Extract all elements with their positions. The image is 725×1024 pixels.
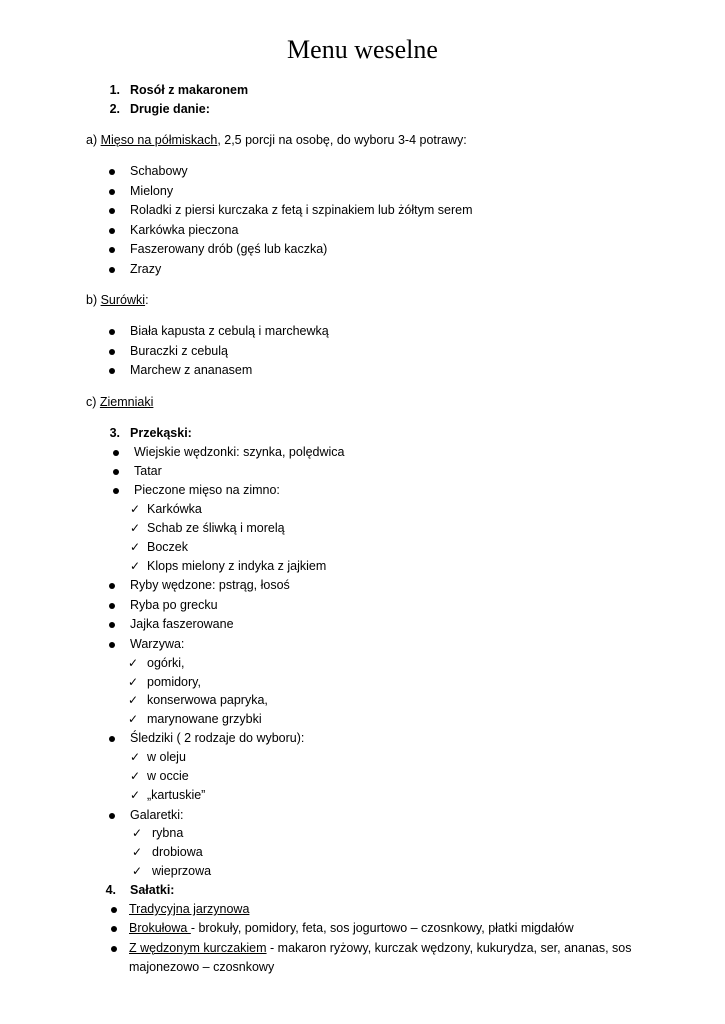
bullet-icon <box>109 583 115 589</box>
bullet-icon <box>113 469 119 475</box>
bullet-icon <box>109 622 115 628</box>
list-item: Roladki z piersi kurczaka z fetą i szpinakiem lub żółtym serem <box>130 203 473 217</box>
sub-list-item: Boczek <box>147 540 188 554</box>
bullet-icon <box>109 349 115 355</box>
bullet-icon <box>109 228 115 234</box>
page-title: Menu weselne <box>287 35 438 64</box>
sub-list-item: Klops mielony z indyka z jajkiem <box>147 559 327 573</box>
checkmark-icon: ✓ <box>130 788 141 802</box>
checkmark-icon: ✓ <box>130 521 141 535</box>
bullet-icon <box>109 208 115 214</box>
checkmark-icon: ✓ <box>128 712 139 726</box>
list-item: Tatar <box>134 464 162 478</box>
salad-name: Brokułowa <box>129 921 191 935</box>
item-number: 4. <box>105 883 116 897</box>
bullet-icon <box>109 267 115 273</box>
list-item: Karkówka pieczona <box>130 223 239 237</box>
bullet-icon <box>109 736 115 742</box>
bullet-icon <box>109 813 115 819</box>
list-item: Galaretki: <box>130 808 184 822</box>
checkmark-icon: ✓ <box>128 693 139 707</box>
sub-list-item: rybna <box>152 826 184 840</box>
salad-description: - makaron ryżowy, kurczak wędzony, kukurydza, ser, ananas, sos <box>266 941 632 955</box>
section-c-prefix: c) <box>86 395 100 409</box>
checkmark-icon: ✓ <box>130 540 141 554</box>
menu-item-appetizers: Przekąski: <box>130 426 192 440</box>
list-item: Marchew z ananasem <box>130 363 253 377</box>
list-item <box>129 920 574 937</box>
list-item: Śledziki ( 2 rodzaje do wyboru): <box>130 731 305 745</box>
list-item: Warzywa: <box>130 637 185 651</box>
bullet-icon <box>113 488 119 494</box>
checkmark-icon: ✓ <box>132 826 143 840</box>
bullet-icon <box>111 946 117 952</box>
list-item-continuation: majonezowo – czosnkowy <box>129 960 275 974</box>
checkmark-icon: ✓ <box>132 845 143 859</box>
list-item: Wiejskie wędzonki: szynka, polędwica <box>134 445 345 459</box>
list-item: Mielony <box>130 184 174 198</box>
bullet-icon <box>109 603 115 609</box>
section-b-link: Surówki <box>100 293 146 307</box>
section-a-prefix: a) <box>86 133 101 147</box>
sub-list-item: ogórki, <box>147 656 185 670</box>
item-number: 3. <box>109 426 120 440</box>
bullet-icon <box>111 926 117 932</box>
section-c-link: Ziemniaki <box>99 395 154 409</box>
checkmark-icon: ✓ <box>130 750 141 764</box>
bullet-icon <box>109 329 115 335</box>
sub-list-item: Karkówka <box>147 502 202 516</box>
checkmark-icon: ✓ <box>130 769 141 783</box>
checkmark-icon: ✓ <box>130 502 141 516</box>
sub-list-item: „kartuskie” <box>147 788 206 802</box>
sub-list-item: w oleju <box>147 750 186 764</box>
bullet-icon <box>113 450 119 456</box>
list-item: Buraczki z cebulą <box>130 344 228 358</box>
list-item: Zrazy <box>130 262 162 276</box>
menu-item-main-course: Drugie danie: <box>130 102 210 116</box>
menu-item-salads: Sałatki: <box>130 883 175 897</box>
list-item <box>129 940 632 957</box>
salad-name: Z wędzonym kurczakiem <box>129 941 267 955</box>
section-a-heading <box>86 132 467 149</box>
bullet-icon <box>109 189 115 195</box>
list-item: Biała kapusta z cebulą i marchewką <box>130 324 329 338</box>
item-number: 1. <box>109 83 120 97</box>
sub-list-item: marynowane grzybki <box>147 712 262 726</box>
checkmark-icon: ✓ <box>128 675 139 689</box>
bullet-icon <box>109 247 115 253</box>
checkmark-icon: ✓ <box>132 864 143 878</box>
item-number: 2. <box>109 102 120 116</box>
bullet-icon <box>109 642 115 648</box>
section-b-heading <box>86 292 149 309</box>
sub-list-item: konserwowa papryka, <box>147 693 268 707</box>
menu-item-soup: Rosół z makaronem <box>130 83 249 97</box>
list-item: Schabowy <box>130 164 188 178</box>
bullet-icon <box>109 169 115 175</box>
sub-list-item: wieprzowa <box>152 864 212 878</box>
checkmark-icon: ✓ <box>130 559 141 573</box>
section-a-rest: , 2,5 porcji na osobę, do wyboru 3-4 potrawy: <box>217 133 467 147</box>
list-item: Ryby wędzone: pstrąg, łosoś <box>130 578 290 592</box>
list-item: Tradycyjna jarzynowa <box>129 902 250 916</box>
list-item: Faszerowany drób (gęś lub kaczka) <box>130 242 328 256</box>
sub-list-item: Schab ze śliwką i morelą <box>147 521 285 535</box>
sub-list-item: w occie <box>147 769 189 783</box>
list-item: Pieczone mięso na zimno: <box>134 483 280 497</box>
sub-list-item: pomidory, <box>147 675 201 689</box>
sub-list-item: drobiowa <box>152 845 203 859</box>
section-c-heading <box>86 394 153 411</box>
bullet-icon <box>109 368 115 374</box>
checkmark-icon: ✓ <box>128 656 139 670</box>
list-item: Ryba po grecku <box>130 598 218 612</box>
section-b-prefix: b) <box>86 293 101 307</box>
salad-description: - brokuły, pomidory, feta, sos jogurtowo – czosnkowy, płatki migdałów <box>190 921 574 935</box>
list-item: Jajka faszerowane <box>130 617 234 631</box>
section-b-rest: : <box>145 293 149 307</box>
bullet-icon <box>111 907 117 913</box>
section-a-link: Mięso na półmiskach <box>100 133 218 147</box>
